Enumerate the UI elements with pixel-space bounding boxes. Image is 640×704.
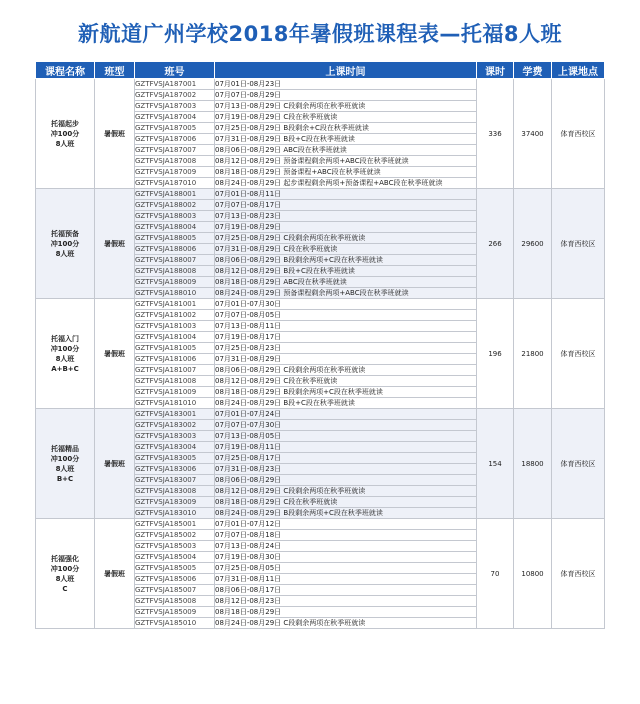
class-time: 07月25日-08月05日 xyxy=(215,563,477,574)
table-row xyxy=(36,519,605,530)
class-time: 07月07日-08月05日 xyxy=(215,310,477,321)
class-type: 暑假班 xyxy=(95,189,135,299)
class-time: 07月31日-08月11日 xyxy=(215,574,477,585)
class-time: 07月07日-08月18日 xyxy=(215,530,477,541)
tuition-fee: 18800 xyxy=(514,409,552,519)
class-code: GZTFVSJA188002 xyxy=(135,200,215,211)
class-code: GZTFVSJA181002 xyxy=(135,310,215,321)
class-time: 07月25日-08月23日 xyxy=(215,343,477,354)
course-group xyxy=(36,79,605,189)
table-row xyxy=(36,299,605,310)
class-code: GZTFVSJA183006 xyxy=(135,464,215,475)
class-time: 08月24日-08月29日 起步课程剩余两项+预备课程+ABC段在秋季班就读 xyxy=(215,178,477,189)
class-location: 体育西校区 xyxy=(552,189,605,299)
class-time: 07月19日-08月11日 xyxy=(215,442,477,453)
class-code: GZTFVSJA188005 xyxy=(135,233,215,244)
class-time: 08月12日-08月23日 xyxy=(215,596,477,607)
class-time: 07月07日-07月30日 xyxy=(215,420,477,431)
class-location: 体育西校区 xyxy=(552,409,605,519)
class-time: 08月06日-08月29日 ABC段在秋季班就读 xyxy=(215,145,477,156)
tuition-fee: 29600 xyxy=(514,189,552,299)
class-code: GZTFVSJA185005 xyxy=(135,563,215,574)
class-code: GZTFVSJA188009 xyxy=(135,277,215,288)
class-type: 暑假班 xyxy=(95,409,135,519)
class-time: 07月01日-08月23日 xyxy=(215,79,477,90)
class-code: GZTFVSJA183010 xyxy=(135,508,215,519)
class-code: GZTFVSJA185010 xyxy=(135,618,215,629)
class-code: GZTFVSJA187003 xyxy=(135,101,215,112)
class-time: 07月19日-08月29日 xyxy=(215,222,477,233)
class-time: 07月01日-07月12日 xyxy=(215,519,477,530)
class-code: GZTFVSJA181001 xyxy=(135,299,215,310)
class-time: 08月12日-08月29日 预备课程剩余两项+ABC段在秋季班就读 xyxy=(215,156,477,167)
class-code: GZTFVSJA181004 xyxy=(135,332,215,343)
course-name: 托福起步 冲100分 8人班 xyxy=(36,79,95,189)
col-header-hours: 课时 xyxy=(477,62,514,79)
class-time: 08月18日-08月29日 ABC段在秋季班就读 xyxy=(215,277,477,288)
class-code: GZTFVSJA183005 xyxy=(135,453,215,464)
class-time: 07月01日-07月24日 xyxy=(215,409,477,420)
class-code: GZTFVSJA187010 xyxy=(135,178,215,189)
class-code: GZTFVSJA188001 xyxy=(135,189,215,200)
class-code: GZTFVSJA183002 xyxy=(135,420,215,431)
class-code: GZTFVSJA183003 xyxy=(135,431,215,442)
class-time: 08月18日-08月29日 预备课程+ABC段在秋季班就读 xyxy=(215,167,477,178)
class-code: GZTFVSJA185002 xyxy=(135,530,215,541)
class-time: 07月13日-08月11日 xyxy=(215,321,477,332)
class-time: 07月13日-08月24日 xyxy=(215,541,477,552)
class-code: GZTFVSJA188003 xyxy=(135,211,215,222)
class-time: 07月07日-08月17日 xyxy=(215,200,477,211)
class-time: 07月19日-08月30日 xyxy=(215,552,477,563)
class-code: GZTFVSJA181010 xyxy=(135,398,215,409)
class-hours: 70 xyxy=(477,519,514,629)
class-type: 暑假班 xyxy=(95,519,135,629)
class-time: 08月18日-08月29日 xyxy=(215,607,477,618)
course-group xyxy=(36,299,605,409)
course-name: 托福强化 冲100分 8人班 C xyxy=(36,519,95,629)
course-group xyxy=(36,189,605,299)
col-header-class-code: 班号 xyxy=(135,62,215,79)
page-title: 新航道广州学校2018年暑假班课程表—托福8人班 xyxy=(77,22,563,46)
class-code: GZTFVSJA181008 xyxy=(135,376,215,387)
class-time: 08月24日-08月29日 C段剩余两项在秋季班就读 xyxy=(215,618,477,629)
class-time: 07月13日-08月23日 xyxy=(215,211,477,222)
class-time: 08月06日-08月17日 xyxy=(215,585,477,596)
class-code: GZTFVSJA185004 xyxy=(135,552,215,563)
class-code: GZTFVSJA185008 xyxy=(135,596,215,607)
course-name: 托福入门 冲100分 8人班 A+B+C xyxy=(36,299,95,409)
class-time: 08月24日-08月29日 B段+C段在秋季班就读 xyxy=(215,398,477,409)
class-code: GZTFVSJA187004 xyxy=(135,112,215,123)
class-code: GZTFVSJA183007 xyxy=(135,475,215,486)
class-time: 07月25日-08月29日 B段剩余+C段在秋季班就读 xyxy=(215,123,477,134)
class-code: GZTFVSJA188008 xyxy=(135,266,215,277)
class-type: 暑假班 xyxy=(95,79,135,189)
class-location: 体育西校区 xyxy=(552,79,605,189)
class-time: 08月12日-08月29日 C段剩余两项在秋季班就读 xyxy=(215,486,477,497)
class-code: GZTFVSJA188007 xyxy=(135,255,215,266)
class-time: 07月25日-08月17日 xyxy=(215,453,477,464)
class-code: GZTFVSJA181005 xyxy=(135,343,215,354)
class-code: GZTFVSJA187002 xyxy=(135,90,215,101)
class-code: GZTFVSJA187006 xyxy=(135,134,215,145)
class-code: GZTFVSJA183008 xyxy=(135,486,215,497)
class-code: GZTFVSJA187001 xyxy=(135,79,215,90)
course-name: 托福预备 冲100分 8人班 xyxy=(36,189,95,299)
class-code: GZTFVSJA181009 xyxy=(135,387,215,398)
col-header-course: 课程名称 xyxy=(36,62,95,79)
class-code: GZTFVSJA187008 xyxy=(135,156,215,167)
class-time: 07月07日-08月29日 xyxy=(215,90,477,101)
class-time: 07月31日-08月29日 xyxy=(215,354,477,365)
class-time: 08月12日-08月29日 B段+C段在秋季班就读 xyxy=(215,266,477,277)
class-time: 07月31日-08月29日 B段+C段在秋季班就读 xyxy=(215,134,477,145)
class-type: 暑假班 xyxy=(95,299,135,409)
class-time: 08月24日-08月29日 预备课程剩余两项+ABC段在秋季班就读 xyxy=(215,288,477,299)
course-group xyxy=(36,519,605,629)
class-code: GZTFVSJA181006 xyxy=(135,354,215,365)
class-hours: 196 xyxy=(477,299,514,409)
class-code: GZTFVSJA181003 xyxy=(135,321,215,332)
col-header-location: 上课地点 xyxy=(552,62,605,79)
class-time: 08月06日-08月29日 B段剩余两项+C段在秋季班就读 xyxy=(215,255,477,266)
class-code: GZTFVSJA185007 xyxy=(135,585,215,596)
class-code: GZTFVSJA188006 xyxy=(135,244,215,255)
class-time: 07月19日-08月29日 C段在秋季班就读 xyxy=(215,112,477,123)
class-code: GZTFVSJA185001 xyxy=(135,519,215,530)
class-code: GZTFVSJA183009 xyxy=(135,497,215,508)
table-row xyxy=(36,79,605,90)
class-time: 07月19日-08月17日 xyxy=(215,332,477,343)
class-code: GZTFVSJA187005 xyxy=(135,123,215,134)
class-time: 07月25日-08月29日 C段剩余两项在秋季班就读 xyxy=(215,233,477,244)
class-time: 07月13日-08月05日 xyxy=(215,431,477,442)
class-code: GZTFVSJA187007 xyxy=(135,145,215,156)
course-group xyxy=(36,409,605,519)
class-time: 07月31日-08月23日 xyxy=(215,464,477,475)
class-time: 08月18日-08月29日 C段在秋季班就读 xyxy=(215,497,477,508)
col-header-fee: 学费 xyxy=(514,62,552,79)
class-time: 08月24日-08月29日 B段剩余两项+C段在秋季班就读 xyxy=(215,508,477,519)
class-time: 08月06日-08月29日 xyxy=(215,475,477,486)
class-hours: 336 xyxy=(477,79,514,189)
class-code: GZTFVSJA185009 xyxy=(135,607,215,618)
table-row xyxy=(36,409,605,420)
class-time: 08月06日-08月29日 C段剩余两项在秋季班就读 xyxy=(215,365,477,376)
class-code: GZTFVSJA185003 xyxy=(135,541,215,552)
class-hours: 266 xyxy=(477,189,514,299)
tuition-fee: 21800 xyxy=(514,299,552,409)
class-location: 体育西校区 xyxy=(552,519,605,629)
course-name: 托福精品 冲100分 8人班 B+C xyxy=(36,409,95,519)
table-row xyxy=(36,189,605,200)
class-code: GZTFVSJA183001 xyxy=(135,409,215,420)
class-time: 07月13日-08月29日 C段剩余两项在秋季班就读 xyxy=(215,101,477,112)
schedule-table xyxy=(35,61,605,629)
tuition-fee: 10800 xyxy=(514,519,552,629)
class-code: GZTFVSJA188004 xyxy=(135,222,215,233)
col-header-time: 上课时间 xyxy=(215,62,477,79)
class-time: 07月31日-08月29日 C段在秋季班就读 xyxy=(215,244,477,255)
tuition-fee: 37400 xyxy=(514,79,552,189)
header-row xyxy=(36,62,605,79)
col-header-type: 班型 xyxy=(95,62,135,79)
class-time: 08月12日-08月29日 C段在秋季班就读 xyxy=(215,376,477,387)
class-code: GZTFVSJA183004 xyxy=(135,442,215,453)
class-code: GZTFVSJA185006 xyxy=(135,574,215,585)
class-code: GZTFVSJA187009 xyxy=(135,167,215,178)
class-hours: 154 xyxy=(477,409,514,519)
class-time: 08月18日-08月29日 B段剩余两项+C段在秋季班就读 xyxy=(215,387,477,398)
class-code: GZTFVSJA188010 xyxy=(135,288,215,299)
class-time: 07月01日-08月11日 xyxy=(215,189,477,200)
class-location: 体育西校区 xyxy=(552,299,605,409)
class-time: 07月01日-07月30日 xyxy=(215,299,477,310)
class-code: GZTFVSJA181007 xyxy=(135,365,215,376)
